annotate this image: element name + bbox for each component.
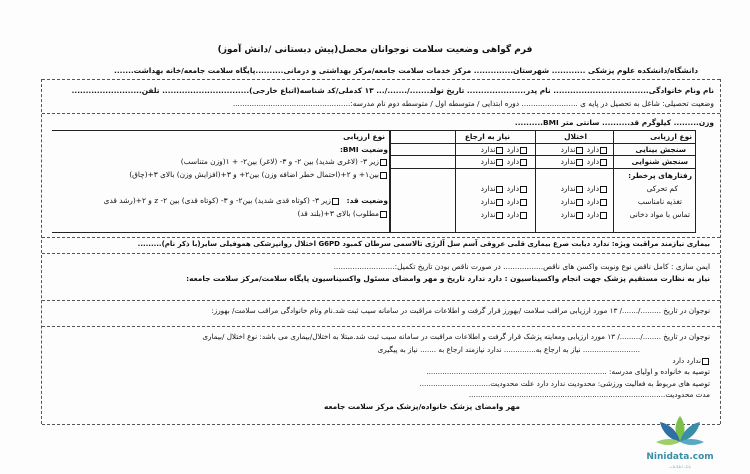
bmi-options-2 bbox=[129, 170, 388, 179]
divider bbox=[42, 326, 720, 327]
option-label: ندارد bbox=[560, 157, 576, 166]
checkbox-followup-no[interactable] bbox=[702, 358, 709, 365]
option-label: دارد bbox=[506, 157, 519, 166]
table-line bbox=[535, 130, 536, 233]
checkbox-tobacco-ref-yes[interactable] bbox=[520, 212, 527, 219]
checkbox-vision-ref-no[interactable] bbox=[496, 147, 503, 154]
signature-label: مهر وامضای پزشک خانواده/پزشک مرکز سلامت جامعه bbox=[323, 402, 520, 411]
care-line-3: ......................... نیاز به ارجاع به.............. ندارد نیازمند ارجاع به ....... نیاز به پیگیری bbox=[377, 345, 640, 354]
behavior-tobacco: تماس با مواد دخانی bbox=[629, 210, 690, 219]
identity-line-1: نام ونام خانوادگی.................................. نام پدر..................... تاریخ تولد......./......./... ۱۳ کدملی/کد شناسه(اتباع خارجی)............................... تلفن......................... bbox=[71, 86, 714, 95]
followup-options: ندارد دارد bbox=[672, 356, 701, 365]
table-header-disorder: اختلال bbox=[564, 132, 587, 141]
option-label: ندارد bbox=[480, 197, 496, 206]
vision-disorder-options bbox=[561, 145, 608, 154]
care-line-7: مدت محدودیت...................................................................................... bbox=[468, 390, 710, 399]
divider bbox=[42, 113, 720, 114]
checkbox-inactivity-ref-yes[interactable] bbox=[520, 186, 527, 193]
divider bbox=[42, 253, 720, 254]
watermark-brand: Ninidata.com bbox=[646, 452, 714, 462]
care-line-1: نوجوان در تاریخ ........./......./ ۱۳ مورد ارزیابی مراقب سلامت /بهورز قرار گرفت و اطلاعات مراقبت در سامانه سیب ثبت شد.نام ونام خانوادگی مراقب سلامت/ بهورز: bbox=[211, 306, 710, 315]
checkbox-nutrition-ref-no[interactable] bbox=[496, 199, 503, 206]
watermark-tagline: بانک اطلاعات bbox=[668, 464, 692, 469]
table-line bbox=[390, 143, 696, 144]
option-label: دارد bbox=[506, 184, 519, 193]
divider bbox=[42, 237, 720, 238]
option-label: ندارد bbox=[560, 197, 576, 206]
row-label-vision: سنجش بینایی bbox=[635, 145, 686, 154]
inactivity-options bbox=[561, 184, 608, 193]
height-option-text: مطلوب) بالای ۳+(بلند قد) bbox=[297, 209, 379, 218]
identity-line-2: وضعیت تحصیلی: شاغل به تحصیل در پایه ی ........................ دوره ابتدایی / متوسطه اول / متوسطه دوم نام مدرسه:.................................................. bbox=[232, 99, 714, 108]
height-title: وضعیت قد: bbox=[346, 196, 388, 205]
option-label: ندارد bbox=[480, 157, 496, 166]
org-line: دانشگاه/دانشکده علوم پزشکی ............ شهرستان.............. مرکز خدمات سلامت جامعه/مرکز بهداشتی و درمانی..........پایگاه سلامت جامعه/خانه بهداشت....... bbox=[114, 66, 698, 75]
option-label: ندارد bbox=[480, 145, 496, 154]
checkbox-inactivity-ref-no[interactable] bbox=[496, 186, 503, 193]
checkbox-tobacco-yes[interactable] bbox=[600, 212, 607, 219]
checkbox-hearing-ref-yes[interactable] bbox=[520, 159, 527, 166]
checkbox-hearing-yes[interactable] bbox=[600, 159, 607, 166]
height-option-text: زیر ۳- (کوتاه قدی شدید) بین۲- و ۳- (کوتاه قدی) بین ۲- z و ۲+(رشد قدی bbox=[103, 196, 331, 205]
nutrition-ref-options bbox=[481, 197, 528, 206]
checkbox-bmi-1[interactable] bbox=[380, 159, 387, 166]
bmi-options-1 bbox=[181, 157, 388, 166]
checkbox-nutrition-yes[interactable] bbox=[600, 199, 607, 206]
checkbox-vision-yes[interactable] bbox=[600, 147, 607, 154]
table-line bbox=[613, 130, 614, 233]
row-label-hearing: سنجش شنوایی bbox=[631, 157, 688, 166]
divider bbox=[42, 300, 720, 301]
option-label: دارد bbox=[506, 145, 519, 154]
checkbox-tobacco-no[interactable] bbox=[576, 212, 583, 219]
behavior-nutrition: تغذیه نامناسب bbox=[637, 197, 682, 206]
care-line-4 bbox=[672, 356, 710, 365]
checkbox-vision-ref-yes[interactable] bbox=[520, 147, 527, 154]
checkbox-nutrition-no[interactable] bbox=[576, 199, 583, 206]
checkbox-height-2[interactable] bbox=[380, 211, 387, 218]
care-line-2: نوجوان در تاریخ ......../........./ ۱۳ مورد ارزیابی ومعاینه پزشک قرار گرفت و اطلاعات مراقبت در سامانه سیب ثبت شد.مبتلا به اختلال/بیماری می باشد: نوع اختلال /بیماری bbox=[202, 332, 710, 341]
checkbox-bmi-2[interactable] bbox=[380, 172, 387, 179]
option-label: دارد bbox=[506, 210, 519, 219]
frame-right bbox=[720, 79, 721, 424]
option-label: دارد bbox=[506, 197, 519, 206]
vaccination-line-1: ایمن سازی : کامل ناقص نوع ونوبت واکسن های ناقص................. در صورت ناقص بودن تاریخ تکمیل:.......................... bbox=[333, 262, 710, 271]
form-title: فرم گواهی وضعیت سلامت نوجوانان محصل(پیش دبستانی /دانش آموز) bbox=[217, 45, 533, 55]
checkbox-hearing-ref-no[interactable] bbox=[496, 159, 503, 166]
option-label: ندارد bbox=[480, 184, 496, 193]
vision-referral-options bbox=[481, 145, 528, 154]
option-label: دارد bbox=[586, 184, 599, 193]
option-label: دارد bbox=[586, 157, 599, 166]
care-line-6: توصیه های مربوط به فعالیت ورزشی: محدودیت ندارد دارد علت محدودیت............................... bbox=[419, 379, 710, 388]
checkbox-vision-no[interactable] bbox=[576, 147, 583, 154]
table-header-assessment: نوع ارزیابی bbox=[650, 132, 692, 141]
checkbox-inactivity-yes[interactable] bbox=[600, 186, 607, 193]
inactivity-ref-options bbox=[481, 184, 528, 193]
vaccination-line-2: نیاز به نظارت مستقیم پزشک جهت انجام واکسیناسیون : دارد ندارد تاریخ و مهر وامضای مسئول واکسیناسیون پایگاه سلامت/مرکز سلامت جامعه: bbox=[186, 274, 710, 283]
option-label: دارد bbox=[586, 197, 599, 206]
table-line bbox=[390, 168, 696, 169]
checkbox-hearing-no[interactable] bbox=[576, 159, 583, 166]
table-header-referral: نیاز به ارجاع bbox=[464, 132, 510, 141]
tobacco-ref-options bbox=[481, 210, 528, 219]
option-label: ندارد bbox=[480, 210, 496, 219]
bmi-title: وضعیت BMI: bbox=[339, 145, 388, 154]
bmi-option-text: زیر ۳- (لاغری شدید) بین ۲- و ۳- (لاغر) بین۲- + ۱(وزن متناسب) bbox=[180, 157, 379, 166]
height-options-1 bbox=[104, 196, 340, 205]
checkbox-inactivity-no[interactable] bbox=[576, 186, 583, 193]
diseases-line: بیماری نیازمند مراقبت ویژه: ندارد دیابت صرع بیماری قلبی عروقی آسم سل آلرژی تالاسمی سرطان کمبود G6PD اختلال روانپزشکی هموفیلی سایر(با ذکر نام)......... bbox=[137, 240, 710, 248]
table-line bbox=[390, 155, 696, 156]
tobacco-options bbox=[561, 210, 608, 219]
nutrition-options bbox=[561, 197, 608, 206]
divider bbox=[42, 424, 720, 425]
hearing-referral-options bbox=[481, 157, 528, 166]
option-label: دارد bbox=[586, 145, 599, 154]
checkbox-height-1[interactable] bbox=[332, 198, 339, 205]
hearing-disorder-options bbox=[561, 157, 608, 166]
option-label: دارد bbox=[586, 210, 599, 219]
height-options-2 bbox=[298, 209, 388, 218]
checkbox-nutrition-ref-yes[interactable] bbox=[520, 199, 527, 206]
checkbox-tobacco-ref-no[interactable] bbox=[496, 212, 503, 219]
option-label: ندارد bbox=[560, 145, 576, 154]
table-header-assessment-2: نوع ارزیابی bbox=[343, 132, 385, 141]
frame-left bbox=[41, 79, 42, 424]
divider bbox=[42, 79, 720, 80]
bmi-option-text: بین۱+ و ۲+(احتمال خطر اضافه وزن) بین۲+ و ۳+(افزایش وزن) بالای ۳+(چاق) bbox=[129, 170, 379, 179]
behaviors-title: رفتارهای پرخطر: bbox=[628, 171, 692, 180]
behavior-inactivity: کم تحرکی bbox=[646, 184, 678, 193]
option-label: ندارد bbox=[560, 184, 576, 193]
table-line bbox=[455, 130, 456, 233]
measures-line: وزن......... کیلوگرم قد.......... سانتی متر BMI.......... bbox=[514, 118, 714, 127]
option-label: ندارد bbox=[560, 210, 576, 219]
care-line-5: توصیه به خانواده و اولیای مدرسه: ............................................................................... bbox=[426, 367, 710, 376]
